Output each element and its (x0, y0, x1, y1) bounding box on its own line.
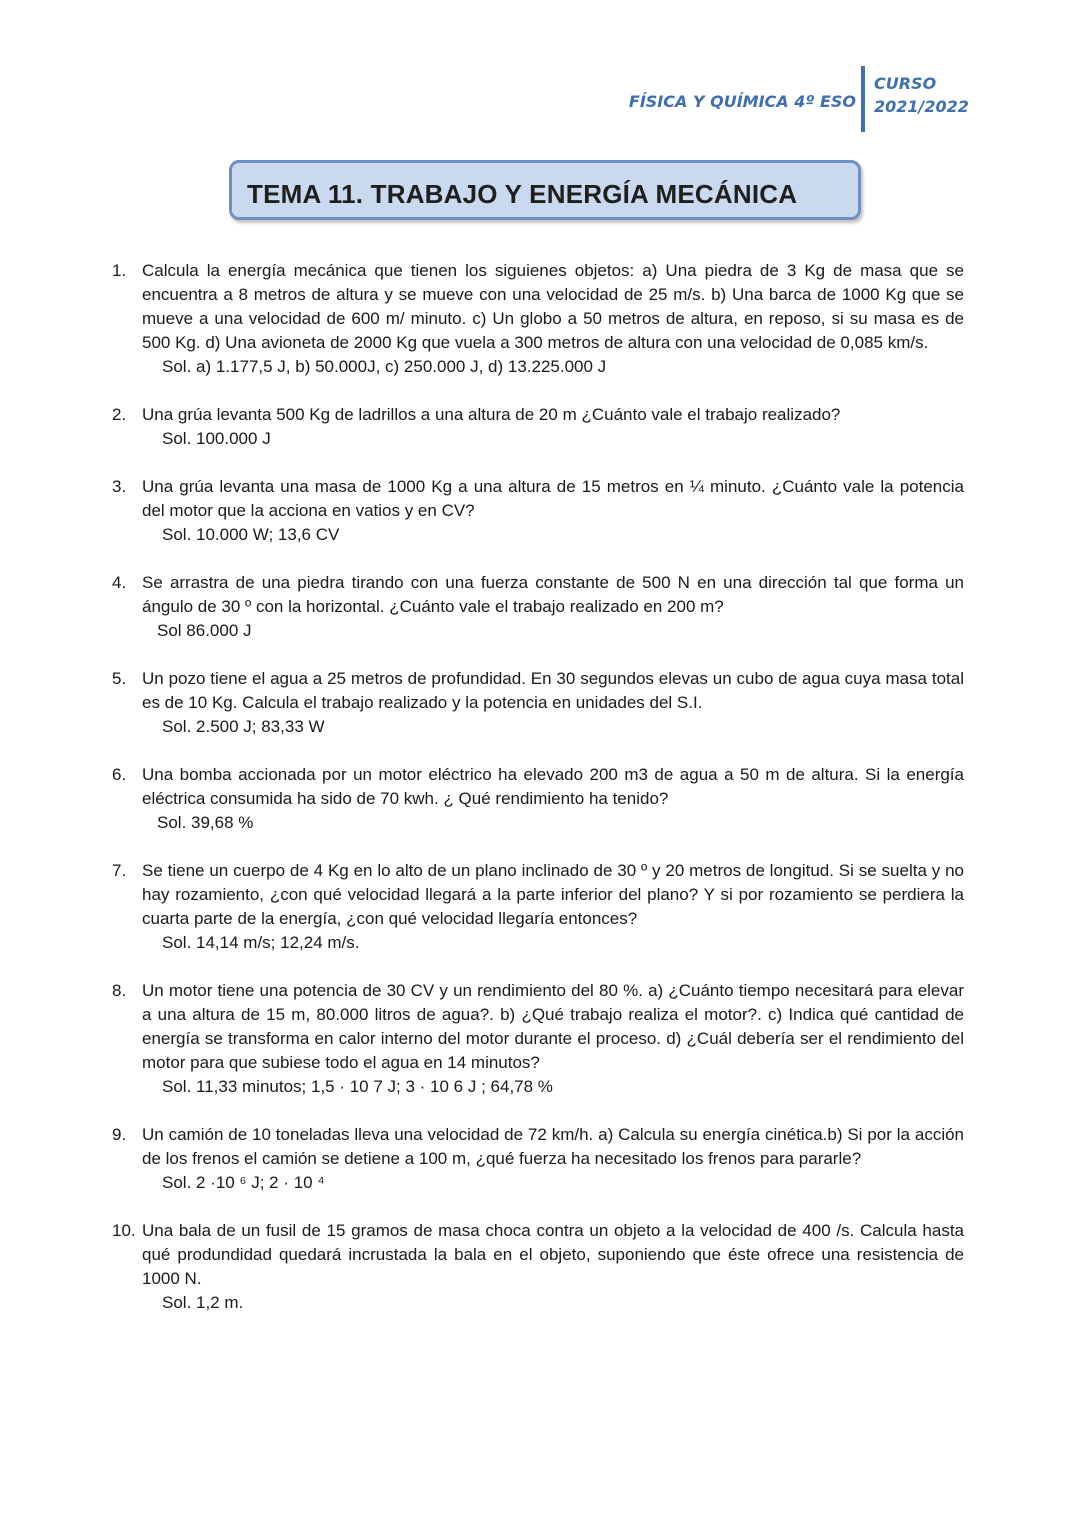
exercise-item (112, 1123, 964, 1195)
exercise-item (112, 667, 964, 739)
exercise-text: Un camión de 10 toneladas lleva una velocidad de 72 km/h. a) Calcula su energía cinética.b) Si por la acción de los frenos el camión se detiene a 100 m, ¿qué fuerza ha necesitado los frenos para pararle? (142, 1125, 964, 1168)
exercise-solution: Sol. 10.000 W; 13,6 CV (162, 525, 340, 544)
exercise-number: 2. (112, 405, 127, 424)
exercise-item (112, 571, 964, 643)
exercise-text: Se tiene un cuerpo de 4 Kg en lo alto de un plano inclinado de 30 º y 20 metros de longitud. Si se suelta y no hay rozamiento, ¿con qué velocidad llegará a la parte inferior del plano? Y si por rozamiento se perdiera la cuarta parte de la energía, ¿con qué velocidad llegaría entonces? (142, 861, 964, 928)
page-title: TEMA 11. TRABAJO Y ENERGÍA MECÁNICA (247, 179, 798, 209)
exercise-number: 1. (112, 261, 127, 280)
exercise-solution: Sol. 2.500 J; 83,33 W (162, 717, 325, 736)
exercise-number: 10. (112, 1221, 136, 1240)
exercise-solution: Sol 86.000 J (157, 621, 252, 640)
exercise-item (112, 763, 964, 835)
exercise-solution: Sol. 14,14 m/s; 12,24 m/s. (162, 933, 360, 952)
header-divider (861, 66, 865, 132)
exercise-text: Un motor tiene una potencia de 30 CV y un rendimiento del 80 %. a) ¿Cuánto tiempo necesitará para elevar a una altura de 15 m, 80.000 litros de agua?. b) ¿Qué trabajo realiza el motor?. c) Indica qué cantidad de energía se transforma en calor interno del motor durante el proceso. d) ¿Cuál debería ser el rendimiento del motor para que subiese todo el agua en 14 minutos? (142, 981, 964, 1072)
exercise-number: 8. (112, 981, 127, 1000)
exercise-item (112, 859, 964, 955)
exercise-solution: Sol. 2 ·10 ⁶ J; 2 · 10 ⁴ (162, 1173, 325, 1192)
exercise-item (112, 1219, 964, 1315)
exercise-number: 6. (112, 765, 127, 784)
course-year: 2021/2022 (874, 97, 969, 116)
exercise-item (112, 403, 964, 451)
exercise-text: Calcula la energía mecánica que tienen los siguienes objetos: a) Una piedra de 3 Kg de masa que se encuentra a 8 metros de altura y se mueve con una velocidad de 25 m/s. b) Una barca de 1000 Kg que se mueve a una velocidad de 600 m/ minuto. c) Un globo a 50 metros de altura, en reposo, si su masa es de 500 Kg. d) Una avioneta de 2000 Kg que vuela a 300 metros de altura con una velocidad de 0,085 km/s. (142, 261, 964, 352)
exercise-solution: Sol. 39,68 % (157, 813, 254, 832)
exercise-text: Una grúa levanta una masa de 1000 Kg a una altura de 15 metros en ¼ minuto. ¿Cuánto vale la potencia del motor que la acciona en vatios y en CV? (142, 477, 964, 520)
title-box (229, 160, 861, 220)
exercise-item (112, 979, 964, 1099)
exercise-item (112, 475, 964, 547)
exercise-list (112, 259, 964, 1339)
exercise-solution: Sol. a) 1.177,5 J, b) 50.000J, c) 250.000 J, d) 13.225.000 J (162, 357, 607, 376)
course-label: CURSO (874, 74, 937, 93)
exercise-number: 9. (112, 1125, 127, 1144)
page-header (0, 66, 1080, 136)
exercise-number: 3. (112, 477, 127, 496)
header-course (874, 72, 969, 118)
exercise-text: Un pozo tiene el agua a 25 metros de profundidad. En 30 segundos elevas un cubo de agua cuya masa total es de 10 Kg. Calcula el trabajo realizado y la potencia en unidades del S.I. (142, 669, 964, 712)
exercise-text: Una bala de un fusil de 15 gramos de masa choca contra un objeto a la velocidad de 400 /s. Calcula hasta qué produndidad quedará incrustada la bala en el objeto, suponiendo que éste ofrece una resistencia de 1000 N. (142, 1221, 964, 1288)
header-subject: FÍSICA Y QUÍMICA 4º ESO (628, 92, 856, 111)
exercise-number: 7. (112, 861, 127, 880)
exercise-number: 5. (112, 669, 127, 688)
exercise-text: Una bomba accionada por un motor eléctrico ha elevado 200 m3 de agua a 50 m de altura. Si la energía eléctrica consumida ha sido de 70 kwh. ¿ Qué rendimiento ha tenido? (142, 765, 964, 808)
exercise-solution: Sol. 11,33 minutos; 1,5 · 10 7 J; 3 · 10 6 J ; 64,78 % (162, 1077, 553, 1096)
exercise-text: Una grúa levanta 500 Kg de ladrillos a una altura de 20 m ¿Cuánto vale el trabajo realizado? (142, 405, 841, 424)
exercise-solution: Sol. 100.000 J (162, 429, 271, 448)
exercise-number: 4. (112, 573, 127, 592)
exercise-item (112, 259, 964, 379)
exercise-text: Se arrastra de una piedra tirando con una fuerza constante de 500 N en una dirección tal que forma un ángulo de 30 º con la horizontal. ¿Cuánto vale el trabajo realizado en 200 m? (142, 573, 964, 616)
exercise-solution: Sol. 1,2 m. (162, 1293, 244, 1312)
